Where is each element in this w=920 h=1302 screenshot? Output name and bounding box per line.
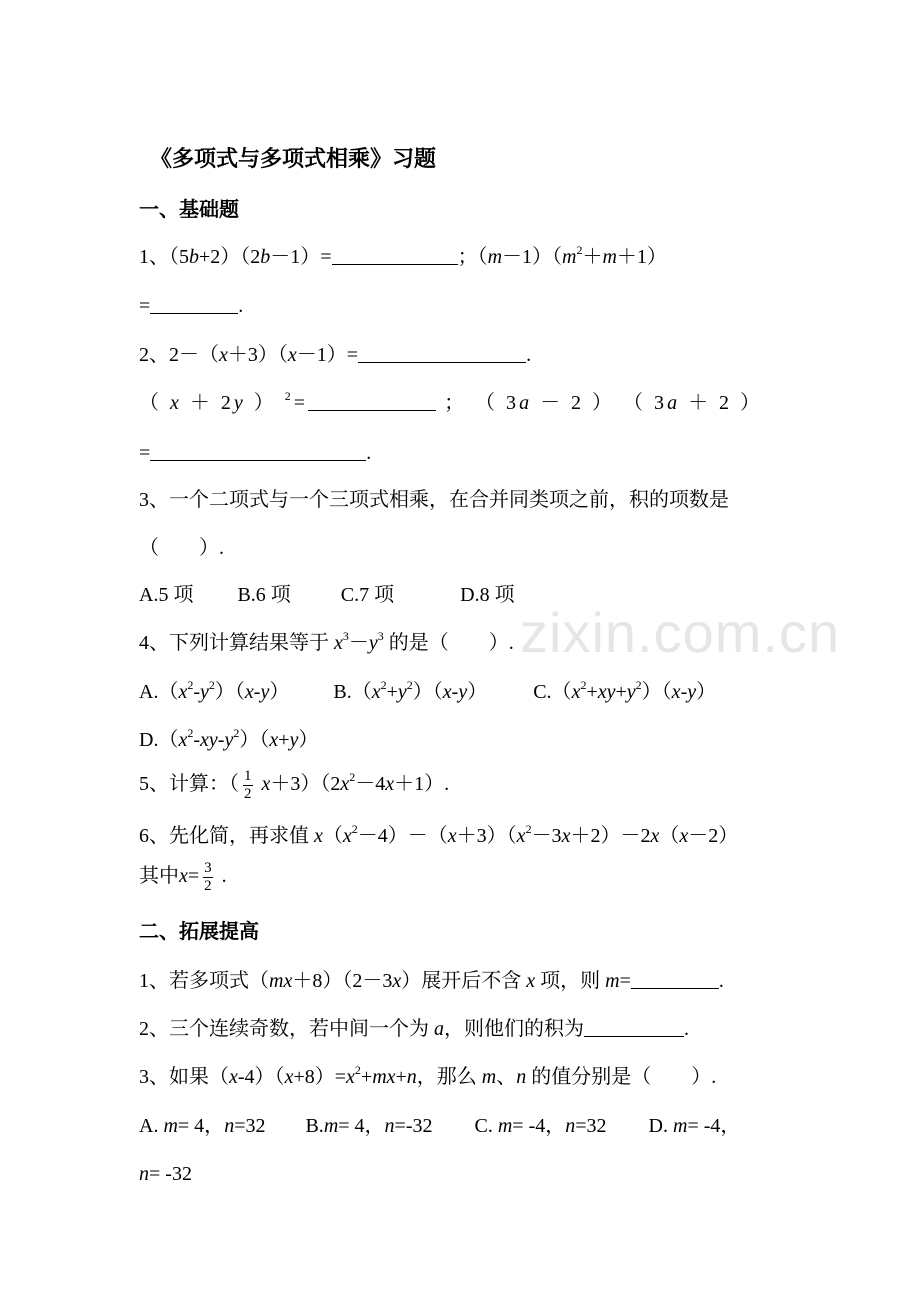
ext-question-3: 3、如果$(x-4)(x+8)=x^2+mx+n$，那么 m、n 的值分别是（ ）. [139, 1063, 717, 1088]
section-heading-extension: 二、拓展提高 [139, 921, 259, 943]
question-5: 5、计算：（ $\frac{1}{2}$ $x+3)(2x^2-4x+1)$. [139, 767, 450, 802]
question-2b-cont: = . [139, 442, 372, 464]
question-6-cont: 其中x= $\frac{3}{2}$ . [139, 859, 227, 894]
option-d[interactable]: D. m= -4， [648, 1115, 741, 1137]
question-4: 4、下列计算结果等于 $x^3-y^3$ 的是（ ）. [139, 629, 514, 654]
option-c[interactable]: C.7 项 [340, 584, 395, 606]
answer-blank[interactable] [150, 293, 238, 314]
question-4-options [139, 679, 716, 705]
answer-blank[interactable] [150, 440, 366, 461]
page-title: 《多项式与多项式相乘》习题 [150, 146, 437, 171]
option-d[interactable]: D.8 项 [460, 584, 515, 606]
answer-blank[interactable] [308, 390, 436, 411]
question-3: 3、一个二项式与一个三项式相乘，在合并同类项之前，积的项数是 [139, 489, 729, 511]
ext-q2-text: 2、三个连续奇数，若中间一个为 [139, 1018, 429, 1040]
ext-question-2: 2、三个连续奇数，若中间一个为 a，则他们的积为 . [139, 1018, 689, 1040]
watermark: zixin.com.cn [520, 601, 841, 664]
answer-blank[interactable] [631, 968, 719, 989]
section-heading-basic: 一、基础题 [139, 199, 239, 221]
ext-question-3-options [139, 1113, 740, 1139]
option-c[interactable]: $C.(x^2+xy+y^2)(x-y)$ [533, 678, 717, 703]
option-c[interactable]: C. m= -4，n=32 [474, 1115, 607, 1137]
question-4-option-d[interactable]: $D.(x^2-xy-y^2)(x+y)$ [139, 726, 319, 751]
option-b[interactable]: B.m= 4，n=-32 [305, 1115, 433, 1137]
question-3-paren: （ ）. [139, 537, 224, 559]
q6-label: 6、先化简，再求值 [139, 825, 309, 847]
option-a[interactable]: A. m= 4，n=32 [139, 1115, 266, 1137]
q6-prefix: 其中 [139, 865, 179, 887]
fraction-half: $\frac{1}{2}$ [244, 767, 252, 802]
option-b[interactable]: $B.(x^2+y^2)(x-y)$ [333, 678, 488, 703]
question-2b: （ x ＋ 2y ） $^2$= ； （ 3a － 2 ） （ 3a ＋ 2 ） [139, 389, 764, 414]
option-a[interactable]: A.5 项 [139, 584, 194, 606]
question-1: 1、（5b+2）（2b－1）= ；$(m-1)(m^2+m+1)$ [139, 243, 667, 268]
question-6: 6、先化简，再求值 $x(x^2-4)-(x+3)(x^2-3x+2)-2x(x-2)$ [139, 822, 739, 847]
option-a[interactable]: $A.(x^2-y^2)(x-y)$ [139, 678, 290, 703]
question-3-options [139, 582, 515, 608]
answer-blank[interactable] [584, 1016, 684, 1037]
ext-q2-tail: ，则他们的积为 [444, 1018, 584, 1040]
fraction-three-halves: $\frac{3}{2}$ [204, 859, 212, 894]
ext-question-1: 1、若多项式（mx＋8）（2－3x）展开后不含 x 项，则 m= . [139, 970, 724, 992]
q5-label: 5、计算：（ [139, 773, 239, 795]
question-1-cont: = . [139, 295, 244, 317]
option-b[interactable]: B.6 项 [237, 584, 291, 606]
question-2: 2、2－（x＋3）（x－1）= . [139, 344, 532, 366]
answer-blank[interactable] [332, 244, 458, 265]
answer-blank[interactable] [358, 342, 526, 363]
ext-question-3-option-d-cont: n= -32 [139, 1163, 192, 1185]
